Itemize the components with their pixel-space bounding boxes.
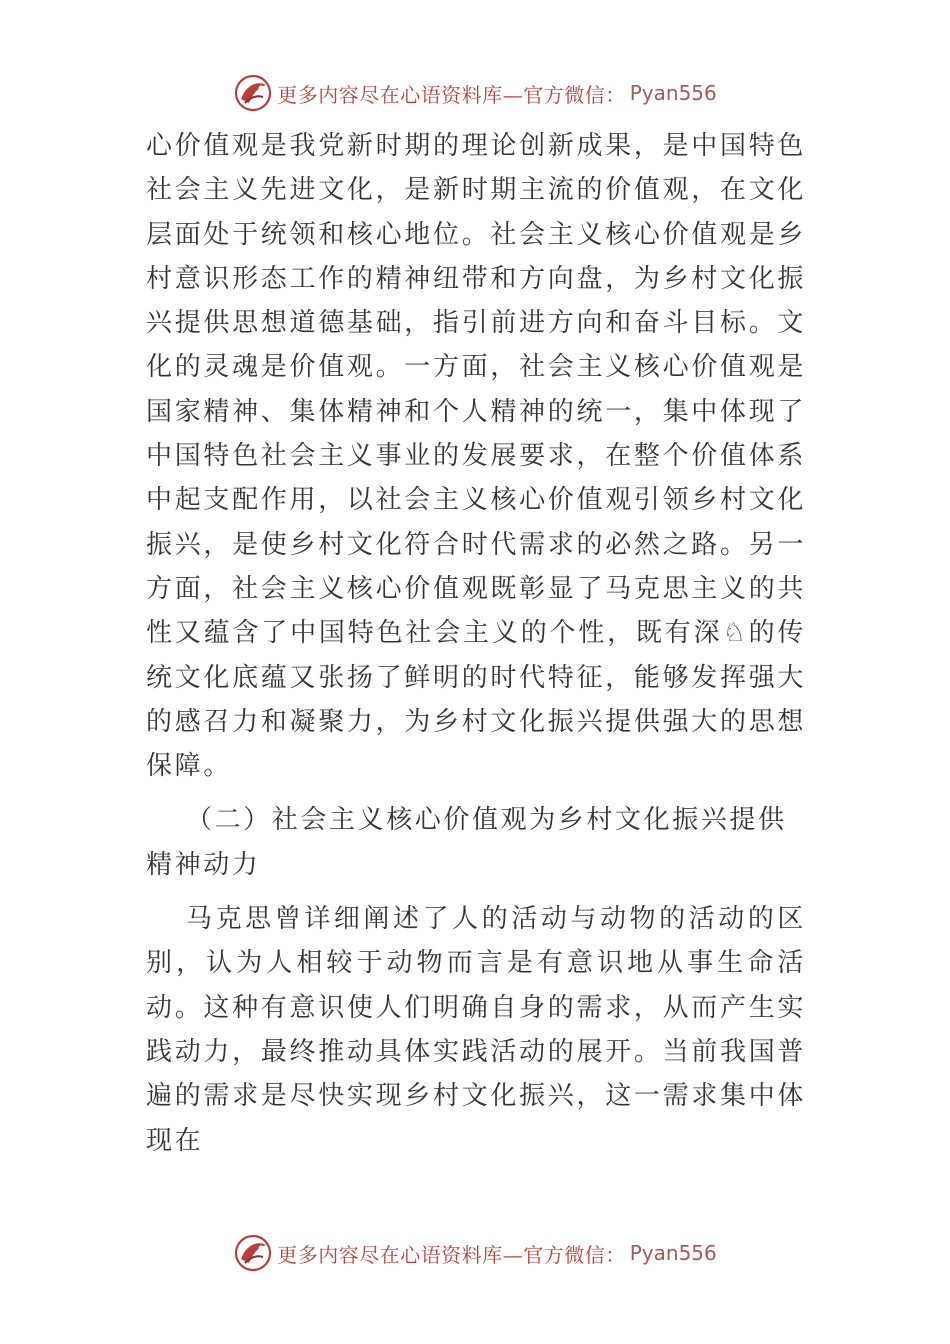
footer-banner xyxy=(0,1230,950,1276)
wechat-id: Pyan556 xyxy=(629,81,717,105)
header-banner xyxy=(0,70,950,116)
banner-text: 更多内容尽在心语资料库—官方微信： xyxy=(277,82,626,107)
paragraph-2: 马克思曾详细阐述了人的活动与动物的活动的区别，认为人相较于动物而言是有意识地从事生命活动。这种有意识使人们明确自身的需求，从而产生实践动力，最终推动具体实践活动的展开。当前我国普遍的需求是尽快实现乡村文化振兴，这一需求集中体现在 xyxy=(146,904,806,1156)
brand-logo-icon xyxy=(233,73,273,113)
wechat-id: Pyan556 xyxy=(629,1241,717,1265)
section-heading: （二）社会主义核心价值观为乡村文化振兴提供精神动力 xyxy=(146,805,787,880)
document-body xyxy=(146,124,806,1163)
banner-text: 更多内容尽在心语资料库—官方微信： xyxy=(277,1242,626,1267)
paragraph-1: 心价值观是我党新时期的理论创新成果，是中国特色社会主义先进文化，是新时期主流的价值观，在文化层面处于统领和核心地位。社会主义核心价值观是乡村意识形态工作的精神纽带和方向盘，为乡村文化振兴提供思想道德基础，指引前进方向和奋斗目标。文化的灵魂是价值观。一方面，社会主义核心价值观是国家精神、集体精神和个人精神的统一，集中体现了中国特色社会主义事业的发展要求，在整个价值体系中起支配作用，以社会主义核心价值观引领乡村文化振兴，是使乡村文化符合时代需求的必然之路。另一方面，社会主义核心价值观既彰显了马克思主义的共性又蕴含了中国特色社会主义的个性，既有深♘的传统文化底蕴又张扬了鲜明的时代特征，能够发挥强大的感召力和凝聚力，为乡村文化振兴提供强大的思想保障。 xyxy=(146,131,806,782)
brand-logo-icon xyxy=(233,1233,273,1273)
